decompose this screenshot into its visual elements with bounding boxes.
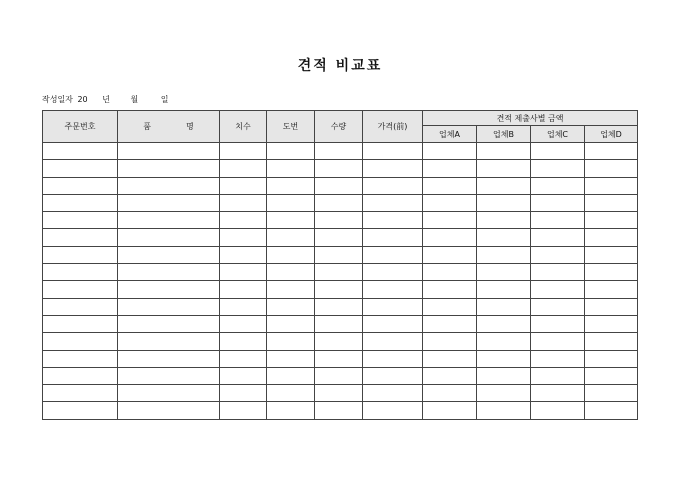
table-row	[43, 160, 638, 177]
table-cell	[423, 402, 477, 419]
table-cell	[363, 298, 423, 315]
table-cell	[531, 143, 585, 160]
table-cell	[267, 315, 315, 332]
table-row	[43, 212, 638, 229]
table-cell	[363, 333, 423, 350]
header-item-name-part1: 품	[143, 122, 151, 131]
table-cell	[585, 281, 638, 298]
table-cell	[363, 385, 423, 402]
table-cell	[477, 281, 531, 298]
table-cell	[363, 177, 423, 194]
table-cell	[363, 194, 423, 211]
table-cell	[220, 350, 267, 367]
table-cell	[363, 160, 423, 177]
table-cell	[43, 160, 118, 177]
table-cell	[267, 143, 315, 160]
table-cell	[220, 177, 267, 194]
month-label: 월	[130, 95, 139, 104]
table-cell	[531, 402, 585, 419]
table-cell	[363, 143, 423, 160]
table-cell	[531, 367, 585, 384]
table-cell	[267, 246, 315, 263]
table-cell	[118, 350, 220, 367]
table-cell	[315, 402, 363, 419]
table-cell	[363, 229, 423, 246]
table-cell	[363, 281, 423, 298]
quote-comparison-table	[42, 110, 638, 420]
table-row	[43, 143, 638, 160]
table-cell	[43, 298, 118, 315]
table-cell	[43, 367, 118, 384]
table-cell	[118, 143, 220, 160]
table-cell	[477, 229, 531, 246]
table-cell	[423, 160, 477, 177]
table-cell	[220, 194, 267, 211]
table-cell	[43, 350, 118, 367]
table-cell	[315, 229, 363, 246]
table-cell	[423, 212, 477, 229]
table-cell	[315, 264, 363, 281]
table-cell	[585, 385, 638, 402]
year-label: 년	[102, 95, 110, 104]
table-row	[43, 333, 638, 350]
table-cell	[118, 212, 220, 229]
table-cell	[477, 194, 531, 211]
header-order-no: 주문번호	[43, 111, 118, 143]
table-cell	[423, 350, 477, 367]
table-cell	[531, 281, 585, 298]
table-cell	[267, 194, 315, 211]
table-cell	[118, 367, 220, 384]
table-cell	[315, 367, 363, 384]
table-cell	[585, 367, 638, 384]
table-cell	[423, 229, 477, 246]
table-cell	[531, 298, 585, 315]
table-cell	[315, 315, 363, 332]
table-cell	[423, 143, 477, 160]
table-cell	[43, 264, 118, 281]
table-cell	[315, 298, 363, 315]
table-cell	[315, 246, 363, 263]
table-cell	[220, 212, 267, 229]
table-row	[43, 385, 638, 402]
table-cell	[363, 264, 423, 281]
table-cell	[585, 264, 638, 281]
table-cell	[43, 385, 118, 402]
table-cell	[220, 298, 267, 315]
table-cell	[585, 143, 638, 160]
table-cell	[118, 177, 220, 194]
table-cell	[118, 160, 220, 177]
table-cell	[118, 385, 220, 402]
table-cell	[220, 385, 267, 402]
day-label: 일	[160, 95, 169, 104]
table-cell	[118, 333, 220, 350]
table-cell	[363, 402, 423, 419]
table-cell	[315, 281, 363, 298]
header-vendor-c: 업체C	[531, 126, 585, 143]
table-cell	[43, 177, 118, 194]
table-cell	[423, 385, 477, 402]
header-quantity: 수량	[315, 111, 363, 143]
header-price: 가격(前)	[363, 111, 423, 143]
table-cell	[423, 246, 477, 263]
table-row	[43, 315, 638, 332]
table-cell	[118, 402, 220, 419]
table-cell	[43, 402, 118, 419]
table-cell	[585, 160, 638, 177]
table-cell	[267, 229, 315, 246]
table-cell	[423, 281, 477, 298]
table-cell	[267, 264, 315, 281]
table-cell	[363, 246, 423, 263]
header-vendor-d: 업체D	[585, 126, 638, 143]
table-cell	[267, 333, 315, 350]
table-cell	[315, 194, 363, 211]
table-cell	[363, 212, 423, 229]
table-cell	[531, 194, 585, 211]
date-label: 작성일자	[42, 95, 73, 104]
table-cell	[585, 315, 638, 332]
table-row	[43, 281, 638, 298]
table-cell	[43, 143, 118, 160]
table-row	[43, 194, 638, 211]
table-cell	[43, 229, 118, 246]
table-cell	[531, 229, 585, 246]
header-vendor-b: 업체B	[477, 126, 531, 143]
table-cell	[118, 229, 220, 246]
table-row	[43, 229, 638, 246]
table-cell	[43, 315, 118, 332]
table-cell	[477, 350, 531, 367]
table-cell	[531, 264, 585, 281]
table-row	[43, 298, 638, 315]
table-cell	[220, 315, 267, 332]
table-cell	[531, 333, 585, 350]
table-cell	[477, 160, 531, 177]
table-cell	[363, 367, 423, 384]
date-line	[42, 94, 169, 105]
table-cell	[363, 315, 423, 332]
table-cell	[423, 177, 477, 194]
table-cell	[363, 350, 423, 367]
table-cell	[585, 194, 638, 211]
table-cell	[315, 177, 363, 194]
table-cell	[43, 246, 118, 263]
table-cell	[531, 246, 585, 263]
table-cell	[267, 298, 315, 315]
table-cell	[118, 315, 220, 332]
table-cell	[477, 177, 531, 194]
table-cell	[267, 367, 315, 384]
table-cell	[315, 160, 363, 177]
table-cell	[531, 212, 585, 229]
table-cell	[423, 333, 477, 350]
table-cell	[477, 298, 531, 315]
table-row	[43, 177, 638, 194]
table-cell	[315, 212, 363, 229]
table-cell	[477, 402, 531, 419]
table-row	[43, 350, 638, 367]
table-cell	[477, 367, 531, 384]
table-cell	[267, 177, 315, 194]
table-cell	[43, 212, 118, 229]
table-cell	[423, 315, 477, 332]
table-cell	[477, 385, 531, 402]
table-cell	[118, 281, 220, 298]
table-cell	[423, 367, 477, 384]
table-row	[43, 367, 638, 384]
table-cell	[585, 212, 638, 229]
table-cell	[585, 350, 638, 367]
table-cell	[315, 385, 363, 402]
table-cell	[423, 298, 477, 315]
table-cell	[531, 177, 585, 194]
header-dimension: 치수	[220, 111, 267, 143]
table-cell	[220, 264, 267, 281]
table-cell	[220, 281, 267, 298]
table-cell	[585, 229, 638, 246]
table-cell	[585, 333, 638, 350]
table-cell	[585, 298, 638, 315]
table-cell	[43, 194, 118, 211]
table-row	[43, 246, 638, 263]
table-cell	[220, 402, 267, 419]
table-cell	[118, 194, 220, 211]
table-cell	[477, 333, 531, 350]
table-cell	[531, 315, 585, 332]
table-row	[43, 402, 638, 419]
header-vendor-a: 업체A	[423, 126, 477, 143]
table-cell	[267, 402, 315, 419]
table-cell	[477, 143, 531, 160]
table-cell	[477, 264, 531, 281]
table-cell	[585, 402, 638, 419]
table-body	[43, 143, 638, 420]
table-cell	[531, 350, 585, 367]
table-cell	[220, 333, 267, 350]
header-drawing-no: 도번	[267, 111, 315, 143]
table-cell	[43, 281, 118, 298]
table-cell	[585, 246, 638, 263]
table-row	[43, 264, 638, 281]
table-cell	[118, 298, 220, 315]
table-cell	[315, 143, 363, 160]
table-cell	[477, 212, 531, 229]
table-cell	[267, 385, 315, 402]
header-item-name-part2: 명	[186, 122, 194, 131]
table-cell	[423, 264, 477, 281]
table-cell	[220, 246, 267, 263]
table-cell	[267, 160, 315, 177]
table-cell	[267, 212, 315, 229]
table-cell	[220, 367, 267, 384]
page-title: 견적 비교표	[297, 58, 383, 74]
table-cell	[267, 281, 315, 298]
table-cell	[477, 315, 531, 332]
table-cell	[220, 160, 267, 177]
table-cell	[585, 177, 638, 194]
table-cell	[531, 385, 585, 402]
table-cell	[220, 143, 267, 160]
table-cell	[477, 246, 531, 263]
header-item-name	[118, 111, 220, 143]
year-prefix: 20	[77, 95, 88, 104]
table-cell	[315, 350, 363, 367]
table-cell	[267, 350, 315, 367]
header-quote-group: 견적 제출사별 금액	[423, 111, 638, 126]
table-cell	[118, 264, 220, 281]
table-cell	[423, 194, 477, 211]
table-cell	[531, 160, 585, 177]
table-cell	[220, 229, 267, 246]
table-cell	[43, 333, 118, 350]
table-cell	[315, 333, 363, 350]
table-cell	[118, 246, 220, 263]
